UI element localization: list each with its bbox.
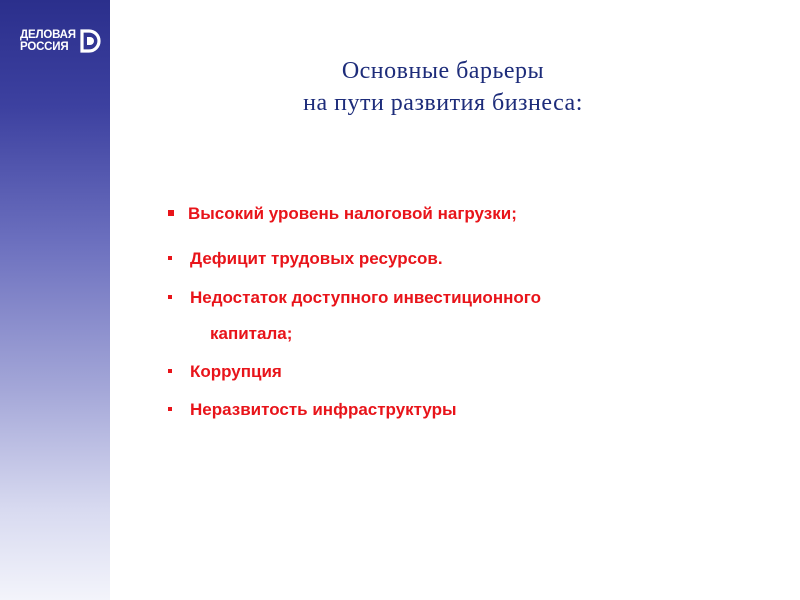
logo-line-1: ДЕЛОВАЯ <box>20 29 76 41</box>
list-item <box>168 362 282 382</box>
logo-d-mark-icon <box>79 29 101 53</box>
list-item-text: Высокий уровень налоговой нагрузки; <box>188 204 517 223</box>
logo-text <box>20 29 76 53</box>
list-item <box>168 288 541 308</box>
bullet-icon <box>168 210 174 216</box>
page-title <box>228 55 658 119</box>
bullet-icon <box>168 256 172 260</box>
bullet-icon <box>168 407 172 411</box>
list-item <box>168 400 457 420</box>
list-item-text: Недостаток доступного инвестиционного <box>190 288 541 307</box>
logo-line-2: РОССИЯ <box>20 41 69 53</box>
title-line-2: на пути развития бизнеса: <box>303 90 583 116</box>
side-gradient-bar <box>0 0 110 600</box>
bullet-icon <box>168 369 172 373</box>
list-item-text: Дефицит трудовых ресурсов. <box>190 249 443 268</box>
list-item <box>168 249 443 269</box>
list-item-text: Коррупция <box>190 362 282 381</box>
title-line-1: Основные барьеры <box>341 58 545 84</box>
list-item-continuation: капитала; <box>210 324 293 343</box>
list-item <box>168 204 517 224</box>
list-item-text: Неразвитость инфраструктуры <box>190 400 457 419</box>
bullet-icon <box>168 295 172 299</box>
logo <box>20 26 112 56</box>
